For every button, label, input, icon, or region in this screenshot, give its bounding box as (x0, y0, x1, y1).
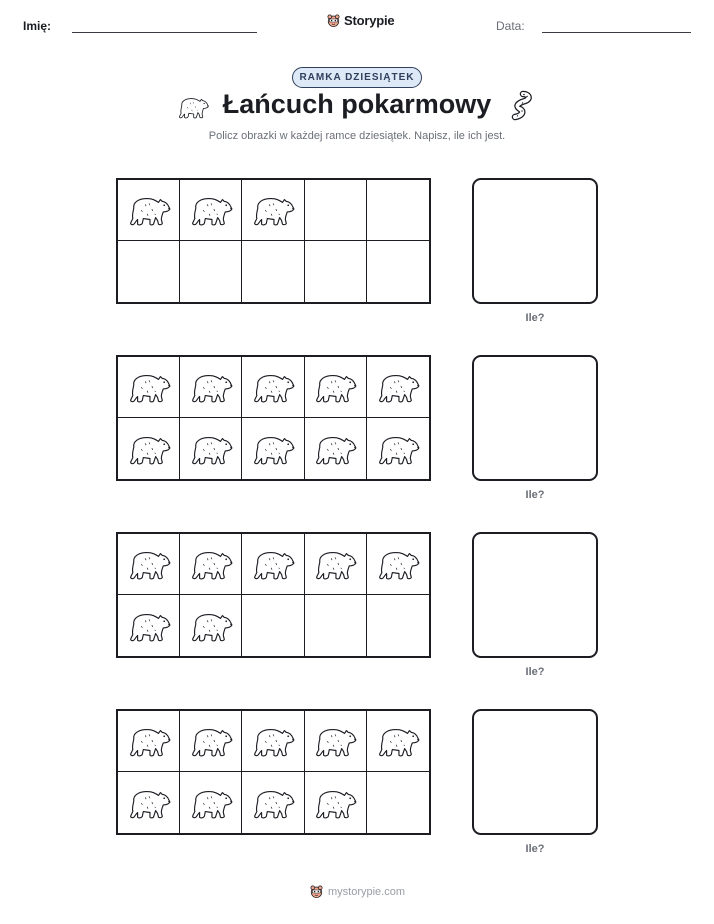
polar-bear-icon (126, 722, 172, 760)
ten-frame-cell (305, 180, 367, 241)
answer-box[interactable] (472, 709, 598, 835)
polar-bear-icon (188, 191, 234, 229)
brand-logo (326, 13, 394, 28)
polar-bear-icon (312, 545, 358, 583)
storypie-mascot-icon (309, 884, 324, 899)
polar-bear-icon (250, 191, 296, 229)
answer-label: Ile? (525, 489, 545, 501)
ten-frame-cell (242, 418, 304, 479)
polar-bear-icon (375, 368, 421, 406)
ten-frame-cell (367, 534, 429, 595)
ten-frame-cell (180, 241, 242, 302)
ten-frame-cell (118, 772, 180, 833)
ten-frame (116, 532, 431, 658)
ten-frame-cell (118, 595, 180, 656)
worksheet-type-badge: RAMKA DZIESIĄTEK (292, 67, 422, 88)
answer-label: Ile? (525, 843, 545, 855)
polar-bear-icon (312, 368, 358, 406)
page-title: Łańcuch pokarmowy (222, 89, 492, 119)
ten-frame-cell (180, 772, 242, 833)
ten-frame-cell (180, 357, 242, 418)
date-label: Data: (496, 19, 525, 33)
ten-frame-cell (242, 357, 304, 418)
ten-frame-cell (180, 418, 242, 479)
polar-bear-icon (126, 784, 172, 822)
footer (0, 884, 714, 899)
ten-frame-cell (305, 357, 367, 418)
polar-bear-icon (188, 545, 234, 583)
ten-frame-cell (180, 534, 242, 595)
ten-frame-cell (118, 711, 180, 772)
ten-frame-cell (118, 357, 180, 418)
ten-frame-cell (242, 711, 304, 772)
answer-box[interactable] (472, 355, 598, 481)
ten-frame-cell (305, 241, 367, 302)
footer-url: mystorypie.com (327, 885, 406, 898)
polar-bear-icon (375, 545, 421, 583)
ten-frame-cell (118, 241, 180, 302)
polar-bear-icon (312, 722, 358, 760)
ten-frame-cell (305, 711, 367, 772)
polar-bear-icon (126, 545, 172, 583)
answer-label: Ile? (525, 312, 545, 324)
ten-frame-cell (367, 418, 429, 479)
ten-frame-cell (305, 595, 367, 656)
ten-frame-cell (118, 534, 180, 595)
ten-frame-cell (242, 180, 304, 241)
answer-box[interactable] (472, 178, 598, 304)
ten-frame-cell (242, 595, 304, 656)
ten-frame (116, 355, 431, 481)
polar-bear-icon (126, 430, 172, 468)
worm-icon (507, 90, 535, 122)
ten-frame-cell (367, 595, 429, 656)
answer-label: Ile? (525, 666, 545, 678)
ten-frame-cell (367, 772, 429, 833)
polar-bear-icon (312, 784, 358, 822)
ten-frame-cell (180, 711, 242, 772)
instructions: Policz obrazki w każdej ramce dziesiątek. Napisz, ile ich jest. (208, 130, 506, 142)
ten-frame-cell (367, 357, 429, 418)
ten-frame-cell (305, 772, 367, 833)
polar-bear-icon (250, 368, 296, 406)
ten-frame-cell (367, 711, 429, 772)
ten-frame-cell (367, 180, 429, 241)
answer-box[interactable] (472, 532, 598, 658)
polar-bear-icon (188, 722, 234, 760)
ten-frame (116, 709, 431, 835)
polar-bear-icon (188, 430, 234, 468)
polar-bear-icon (188, 607, 234, 645)
ten-frame (116, 178, 431, 304)
ten-frame-cell (305, 418, 367, 479)
polar-bear-icon (126, 368, 172, 406)
ten-frame-cell (367, 241, 429, 302)
polar-bear-icon (250, 430, 296, 468)
polar-bear-icon (250, 784, 296, 822)
brand-name: Storypie (344, 13, 395, 28)
ten-frame-cell (180, 595, 242, 656)
polar-bear-icon (250, 722, 296, 760)
name-write-line[interactable] (72, 32, 257, 33)
ten-frame-cell (118, 418, 180, 479)
polar-bear-icon (188, 784, 234, 822)
polar-bear-icon (126, 607, 172, 645)
polar-bear-icon (188, 368, 234, 406)
polar-bear-icon (375, 722, 421, 760)
date-write-line[interactable] (542, 32, 691, 33)
ten-frame-cell (242, 241, 304, 302)
polar-bear-icon (126, 191, 172, 229)
ten-frame-cell (242, 534, 304, 595)
ten-frame-cell (242, 772, 304, 833)
ten-frame-cell (180, 180, 242, 241)
ten-frame-cell (305, 534, 367, 595)
polar-bear-icon (375, 430, 421, 468)
storypie-mascot-icon (326, 13, 341, 28)
polar-bear-icon (250, 545, 296, 583)
name-label: Imię: (23, 19, 52, 33)
ten-frame-cell (118, 180, 180, 241)
polar-bear-icon (312, 430, 358, 468)
